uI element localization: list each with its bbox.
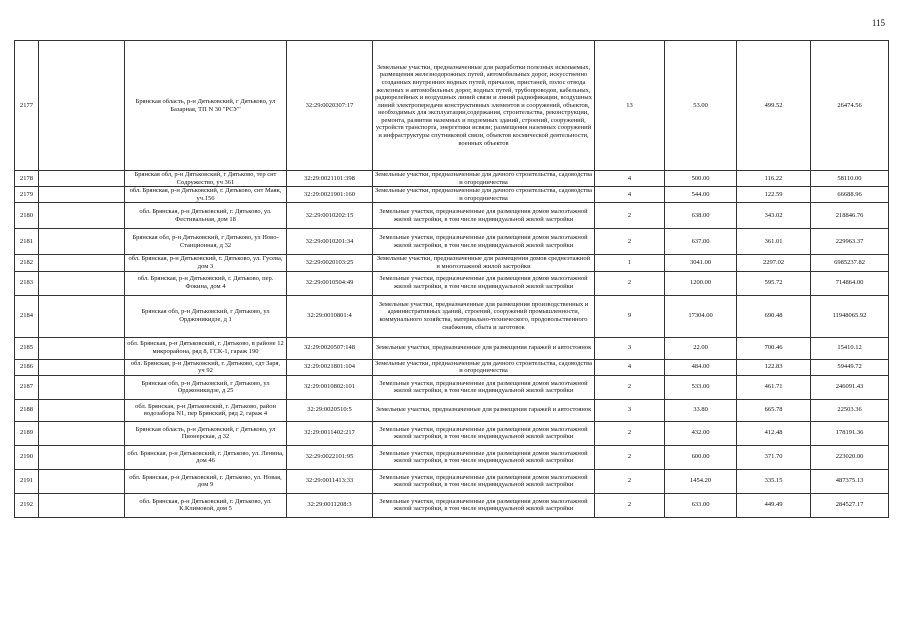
table-row — [15, 271, 889, 295]
unit-rate-cell: 371.70 — [737, 445, 811, 469]
unit-rate-cell: 665.78 — [737, 399, 811, 421]
table-row — [15, 255, 889, 271]
table-row — [15, 493, 889, 517]
address-cell: обл. Брянская, р-н Дятьковский, г. Дятьково, в районе 12 микрорайона, ряд 8, ГСК-1, гараж 190 — [125, 337, 287, 359]
area-cell: 637.00 — [665, 229, 737, 255]
cadastral-value-cell: 223020.00 — [811, 445, 889, 469]
area-cell: 500.00 — [665, 171, 737, 187]
table-body — [15, 41, 889, 518]
cadastral-number-cell: 32:29:0021901:160 — [287, 187, 373, 203]
empty-cell — [39, 229, 125, 255]
land-registry-table — [14, 40, 889, 518]
empty-cell — [39, 203, 125, 229]
land-purpose-cell: Земельные участки, предназначенные для размещения домов малоэтажной жилой застройки, в том числе индивидуальной жилой застройки — [373, 493, 595, 517]
table-row — [15, 171, 889, 187]
row-number: 2178 — [15, 171, 39, 187]
unit-rate-cell: 461.71 — [737, 375, 811, 399]
address-cell: Брянская обл, р-н Дятьковский, г Дятьково, ул Орджоникидзе, д 1 — [125, 295, 287, 337]
address-cell: Брянская обл, р-н Дятьковский, г Дятьково, ул Ново-Станционная, д 32 — [125, 229, 287, 255]
table-row — [15, 469, 889, 493]
address-cell: Брянская область, р-н Дятьковский, г Дятьково, ул Базарная, ТП N 30 "РСУ" — [125, 41, 287, 171]
cadastral-number-cell: 32:29:0010202:15 — [287, 203, 373, 229]
cadastral-value-cell: 284527.17 — [811, 493, 889, 517]
empty-cell — [39, 295, 125, 337]
address-cell: обл. Брянская, р-н Дятьковский, г. Дятьково, сдт Заря, уч 92 — [125, 359, 287, 375]
unit-rate-cell: 122.59 — [737, 187, 811, 203]
cadastral-value-cell: 15410.12 — [811, 337, 889, 359]
cadastral-number-cell: 32:29:0020510:5 — [287, 399, 373, 421]
cadastral-value-cell: 229963.37 — [811, 229, 889, 255]
table-row — [15, 203, 889, 229]
cadastral-number-cell: 32:29:0010802:101 — [287, 375, 373, 399]
row-number: 2182 — [15, 255, 39, 271]
area-cell: 533.00 — [665, 375, 737, 399]
empty-cell — [39, 41, 125, 171]
land-purpose-cell: Земельные участки, предназначенные для размещения производственных и административных зданий, строений, сооружений промышленности, коммунального хозяйства, материально-технического, продовольственного снабжения, сбыта и заготовок — [373, 295, 595, 337]
group-code-cell: 2 — [595, 203, 665, 229]
group-code-cell: 3 — [595, 337, 665, 359]
group-code-cell: 9 — [595, 295, 665, 337]
area-cell: 600.00 — [665, 445, 737, 469]
cadastral-value-cell: 22503.36 — [811, 399, 889, 421]
cadastral-number-cell: 32:29:0011413:33 — [287, 469, 373, 493]
cadastral-value-cell: 178191.36 — [811, 421, 889, 445]
cadastral-number-cell: 32:29:0010201:34 — [287, 229, 373, 255]
cadastral-number-cell: 32:29:0010504:49 — [287, 271, 373, 295]
table-row — [15, 399, 889, 421]
cadastral-value-cell: 66688.96 — [811, 187, 889, 203]
table-row — [15, 229, 889, 255]
group-code-cell: 2 — [595, 271, 665, 295]
empty-cell — [39, 359, 125, 375]
row-number: 2180 — [15, 203, 39, 229]
cadastral-number-cell: 32:29:0022101:95 — [287, 445, 373, 469]
empty-cell — [39, 445, 125, 469]
table-row — [15, 359, 889, 375]
row-number: 2179 — [15, 187, 39, 203]
unit-rate-cell: 116.22 — [737, 171, 811, 187]
group-code-cell: 2 — [595, 421, 665, 445]
area-cell: 484.00 — [665, 359, 737, 375]
group-code-cell: 2 — [595, 229, 665, 255]
unit-rate-cell: 595.72 — [737, 271, 811, 295]
row-number: 2187 — [15, 375, 39, 399]
row-number: 2186 — [15, 359, 39, 375]
empty-cell — [39, 375, 125, 399]
area-cell: 1454.20 — [665, 469, 737, 493]
cadastral-value-cell: 11948065.92 — [811, 295, 889, 337]
land-purpose-cell: Земельные участки, предназначенные для размещения домов малоэтажной жилой застройки, в том числе индивидуальной жилой застройки — [373, 445, 595, 469]
row-number: 2184 — [15, 295, 39, 337]
address-cell: обл. Брянская, р-н Дятьковский, г. Дятьково, район водозабора N1, пер Брянский, ряд 2, гараж 4 — [125, 399, 287, 421]
area-cell: 17304.00 — [665, 295, 737, 337]
land-purpose-cell: Земельные участки, предназначенные для дачного строительства, садоводства и огородничества — [373, 187, 595, 203]
land-purpose-cell: Земельные участки, предназначенные для размещения домов малоэтажной жилой застройки, в том числе индивидуальной жилой застройки — [373, 229, 595, 255]
area-cell: 3041.00 — [665, 255, 737, 271]
empty-cell — [39, 255, 125, 271]
area-cell: 432.00 — [665, 421, 737, 445]
cadastral-value-cell: 246091.43 — [811, 375, 889, 399]
group-code-cell: 3 — [595, 399, 665, 421]
group-code-cell: 2 — [595, 493, 665, 517]
area-cell: 53.00 — [665, 41, 737, 171]
row-number: 2177 — [15, 41, 39, 171]
land-purpose-cell: Земельные участки, предназначенные для размещения гаражей и автостоянок — [373, 399, 595, 421]
address-cell: обл. Брянская, р-н Дятьковский, г. Дятьково, снт Маяк, уч.156 — [125, 187, 287, 203]
cadastral-number-cell: 32:29:0020103:25 — [287, 255, 373, 271]
table-row — [15, 41, 889, 171]
row-number: 2183 — [15, 271, 39, 295]
empty-cell — [39, 187, 125, 203]
land-purpose-cell: Земельные участки, предназначенные для размещения домов малоэтажной жилой застройки, в том числе индивидуальной жилой застройки — [373, 203, 595, 229]
row-number: 2181 — [15, 229, 39, 255]
unit-rate-cell: 335.15 — [737, 469, 811, 493]
land-purpose-cell: Земельные участки, предназначенные для размещения домов малоэтажной жилой застройки, в том числе индивидуальной жилой застройки — [373, 421, 595, 445]
address-cell: обл. Брянская, р-н Дятьковский, г. Дятьково, ул. Ленина, дом 46 — [125, 445, 287, 469]
empty-cell — [39, 171, 125, 187]
empty-cell — [39, 337, 125, 359]
empty-cell — [39, 421, 125, 445]
empty-cell — [39, 271, 125, 295]
address-cell: обл. Брянская, р-н Дятьковский, г. Дятьково, ул. Фестивальная, дом 18 — [125, 203, 287, 229]
land-purpose-cell: Земельные участки, предназначенные для размещения домов малоэтажной жилой застройки, в том числе индивидуальной жилой застройки — [373, 271, 595, 295]
unit-rate-cell: 499.52 — [737, 41, 811, 171]
cadastral-value-cell: 714864.00 — [811, 271, 889, 295]
land-purpose-cell: Земельные участки, предназначенные для дачного строительства, садоводства и огородничества — [373, 359, 595, 375]
group-code-cell: 4 — [595, 171, 665, 187]
group-code-cell: 2 — [595, 445, 665, 469]
area-cell: 1200.00 — [665, 271, 737, 295]
table-row — [15, 375, 889, 399]
area-cell: 633.00 — [665, 493, 737, 517]
row-number: 2191 — [15, 469, 39, 493]
cadastral-number-cell: 32:29:0021801:104 — [287, 359, 373, 375]
cadastral-number-cell: 32:29:0020307:17 — [287, 41, 373, 171]
unit-rate-cell: 343.02 — [737, 203, 811, 229]
cadastral-value-cell: 6985237.82 — [811, 255, 889, 271]
unit-rate-cell: 361.01 — [737, 229, 811, 255]
unit-rate-cell: 2297.02 — [737, 255, 811, 271]
page-number: 115 — [871, 18, 885, 28]
table-row — [15, 295, 889, 337]
group-code-cell: 4 — [595, 187, 665, 203]
group-code-cell: 1 — [595, 255, 665, 271]
cadastral-number-cell: 32:29:0020507:148 — [287, 337, 373, 359]
land-purpose-cell: Земельные участки, предназначенные для размещения гаражей и автостоянок — [373, 337, 595, 359]
land-purpose-cell: Земельные участки, предназначенные для дачного строительства, садоводства и огородничества — [373, 171, 595, 187]
row-number: 2189 — [15, 421, 39, 445]
address-cell: обл. Брянская, р-н Дятьковский, г. Дятьково, ул. Новая, дом 9 — [125, 469, 287, 493]
address-cell: обл. Брянская, р-н Дятьковский, г. Дятьково, ул. Гусева, дом 3 — [125, 255, 287, 271]
row-number: 2190 — [15, 445, 39, 469]
table-row — [15, 445, 889, 469]
table-row — [15, 337, 889, 359]
empty-cell — [39, 399, 125, 421]
unit-rate-cell: 122.83 — [737, 359, 811, 375]
area-cell: 22.00 — [665, 337, 737, 359]
table-row — [15, 421, 889, 445]
cadastral-number-cell: 32:29:0011402:217 — [287, 421, 373, 445]
empty-cell — [39, 493, 125, 517]
area-cell: 33.80 — [665, 399, 737, 421]
address-cell: Брянская область, р-н Дятьковский, г Дятьково, ул Пионерская, д 32 — [125, 421, 287, 445]
land-purpose-cell: Земельные участки, предназначенные для размещения домов среднеэтажной и многоэтажной жилой застройки — [373, 255, 595, 271]
cadastral-number-cell: 32:29:0021101:398 — [287, 171, 373, 187]
address-cell: Брянская обл, р-н Дятьковский, г Дятьково, ул Орджоникидзе, д 25 — [125, 375, 287, 399]
unit-rate-cell: 449.49 — [737, 493, 811, 517]
cadastral-value-cell: 59449.72 — [811, 359, 889, 375]
address-cell: обл. Брянская, р-н Дятьковский, г. Дятьково, ул. К.Климовой, дом 5 — [125, 493, 287, 517]
group-code-cell: 2 — [595, 375, 665, 399]
area-cell: 544.00 — [665, 187, 737, 203]
group-code-cell: 2 — [595, 469, 665, 493]
address-cell: обл. Брянская, р-н Дятьковский, г. Дятьково, пер. Фокина, дом 4 — [125, 271, 287, 295]
empty-cell — [39, 469, 125, 493]
cadastral-number-cell: 32:29:0011208:3 — [287, 493, 373, 517]
address-cell: Брянская обл, р-н Дятьковский, г Дятьково, тер снт Содружество, уч 361 — [125, 171, 287, 187]
group-code-cell: 13 — [595, 41, 665, 171]
land-purpose-cell: Земельные участки, предназначенные для размещения домов малоэтажной жилой застройки, в том числе индивидуальной жилой застройки — [373, 375, 595, 399]
cadastral-value-cell: 26474.56 — [811, 41, 889, 171]
unit-rate-cell: 412.48 — [737, 421, 811, 445]
table-row — [15, 187, 889, 203]
area-cell: 638.00 — [665, 203, 737, 229]
group-code-cell: 4 — [595, 359, 665, 375]
cadastral-value-cell: 487375.13 — [811, 469, 889, 493]
cadastral-value-cell: 58110.00 — [811, 171, 889, 187]
unit-rate-cell: 700.46 — [737, 337, 811, 359]
land-purpose-cell: Земельные участки, предназначенные для разработки полезных ископаемых, размещения железнодорожных путей, автомобильных дорог, искусственно созданных внутренних водных путей, причалов, пристаней, полос отвода железных и автомобильных дорог, водных путей, трубопроводов, кабельных, радиорелейных и воздушных линий связи и линий радиофикации, воздушных линий электропередачи конструктивных элементов и сооружений, объектов, необходимых для эксплуатации,содержания, строительства, реконструкции, ремонта, развития наземных и подземных зданий, строений, сооружений, устройств транспорта, энергетики иcвязи; размещения наземных сооружений и инфраструктуры спутниковой связи, объектов космической деятельности, военных объектов — [373, 41, 595, 171]
row-number: 2192 — [15, 493, 39, 517]
land-purpose-cell: Земельные участки, предназначенные для размещения домов малоэтажной жилой застройки, в том числе индивидуальной жилой застройки — [373, 469, 595, 493]
unit-rate-cell: 690.48 — [737, 295, 811, 337]
cadastral-value-cell: 218846.76 — [811, 203, 889, 229]
row-number: 2185 — [15, 337, 39, 359]
row-number: 2188 — [15, 399, 39, 421]
cadastral-number-cell: 32:29:0010801:4 — [287, 295, 373, 337]
